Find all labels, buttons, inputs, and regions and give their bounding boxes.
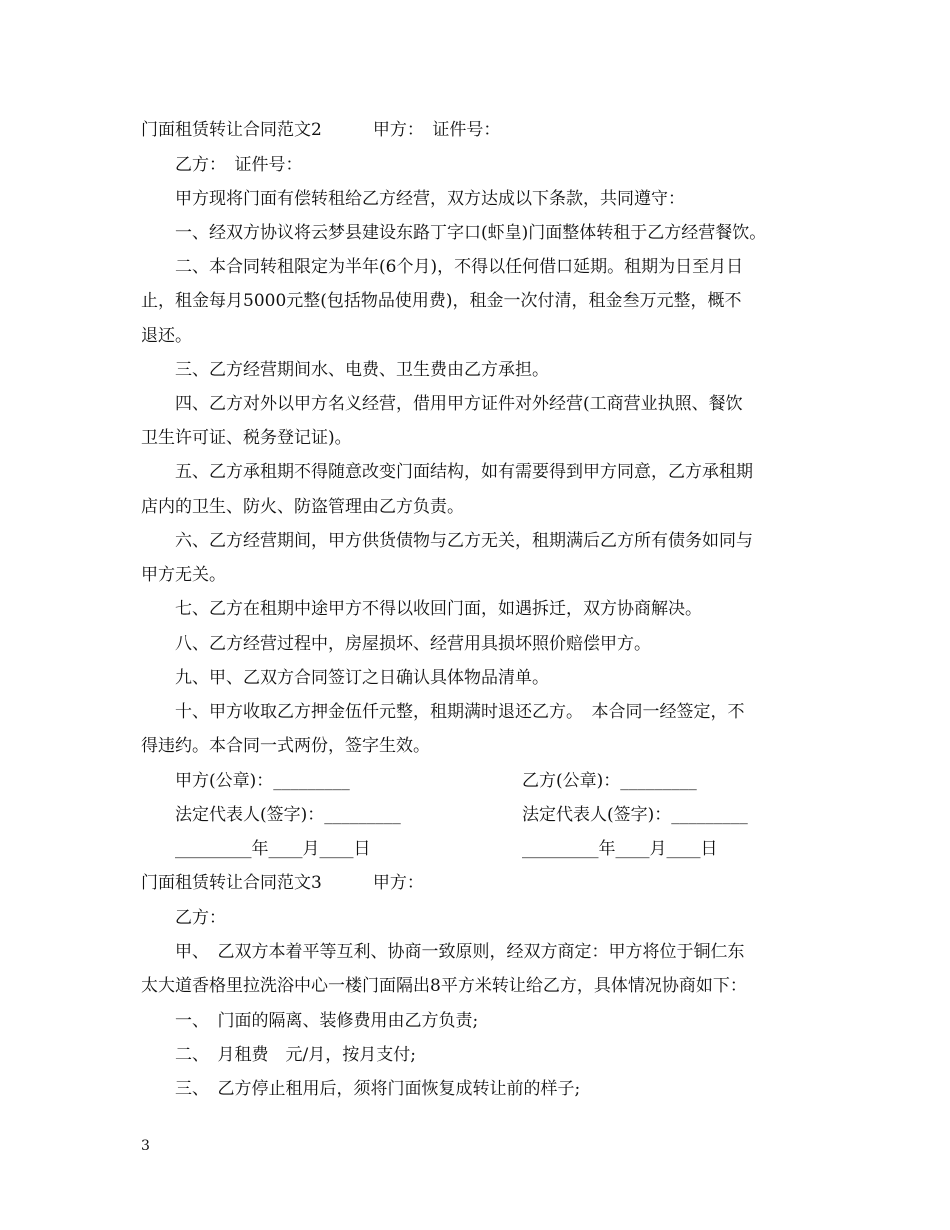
clause-10-line-1: 十、甲方收取乙方押金伍仟元整，租期满时退还乙方。 本合同一经签定，不 <box>175 702 745 722</box>
clause-6-line-2: 甲方无关。 <box>141 565 226 585</box>
party-a-date: _________年____月____日 <box>175 839 371 859</box>
clause-10-line-2: 得违约。本合同一式两份，签字生效。 <box>141 736 430 756</box>
clause-4-line-1: 四、乙方对外以甲方名义经营，借用甲方证件对外经营(工商营业执照、餐饮 <box>175 394 743 414</box>
party-b-seal: 乙方(公章)：_________ <box>522 771 697 791</box>
contract-3-party-b: 乙方： <box>175 908 226 928</box>
clause-5-line-1: 五、乙方承租期不得随意改变门面结构，如有需要得到甲方同意，乙方承租期 <box>175 462 753 482</box>
clause-2-line-2: 止，租金每月5000元整(包括物品使用费)，租金一次付清，租金叁万元整，概不 <box>141 291 742 311</box>
clause-5-line-2: 店内的卫生、防火、防盗管理由乙方负责。 <box>141 497 464 517</box>
contract-3-title: 门面租赁转让合同范文3 甲方： <box>141 873 424 893</box>
party-b-date: _________年____月____日 <box>522 839 718 859</box>
clause-1: 一、经双方协议将云梦县建设东路丁字口(虾皇)门面整体转租于乙方经营餐饮。 <box>175 223 767 243</box>
party-b-id: 乙方： 证件号： <box>175 155 303 175</box>
intro-text: 甲方现将门面有偿转租给乙方经营，双方达成以下条款，共同遵守： <box>175 189 685 209</box>
contract-2-title: 门面租赁转让合同范文2 甲方： 证件号： <box>141 120 501 140</box>
clause-2-line-3: 退还。 <box>141 326 192 346</box>
party-a-legal-rep: 法定代表人(签字)：_________ <box>175 805 401 825</box>
clause-2-line-1: 二、本合同转租限定为半年(6个月)，不得以任何借口延期。租期为日至月日 <box>175 257 744 277</box>
contract-3-intro-line-2: 太大道香格里拉洗浴中心一楼门面隔出8平方米转让给乙方，具体情况协商如下： <box>141 976 747 996</box>
clause-4-line-2: 卫生许可证、税务登记证)。 <box>141 428 352 448</box>
clause-9: 九、甲、乙双方合同签订之日确认具体物品清单。 <box>175 668 549 688</box>
clause-6-line-1: 六、乙方经营期间，甲方供货债物与乙方无关，租期满后乙方所有债务如同与 <box>175 531 753 551</box>
contract-3-clause-1: 一、 门面的隔离、装修费用由乙方负责; <box>175 1011 479 1031</box>
contract-3-intro-line-1: 甲、 乙双方本着平等互利、协商一致原则，经双方商定：甲方将位于铜仁东 <box>175 942 745 962</box>
page-number: 3 <box>141 1138 150 1154</box>
clause-3: 三、乙方经营期间水、电费、卫生费由乙方承担。 <box>175 360 549 380</box>
clause-8: 八、乙方经营过程中，房屋损坏、经营用具损坏照价赔偿甲方。 <box>175 634 651 654</box>
contract-3-clause-2: 二、 月租费 元/月，按月支付; <box>175 1045 416 1065</box>
contract-3-clause-3: 三、 乙方停止租用后，须将门面恢复成转让前的样子; <box>175 1079 581 1099</box>
party-b-legal-rep: 法定代表人(签字)：_________ <box>522 805 748 825</box>
clause-7: 七、乙方在租期中途甲方不得以收回门面，如遇拆迁，双方协商解决。 <box>175 599 702 619</box>
party-a-seal: 甲方(公章)：_________ <box>175 771 350 791</box>
